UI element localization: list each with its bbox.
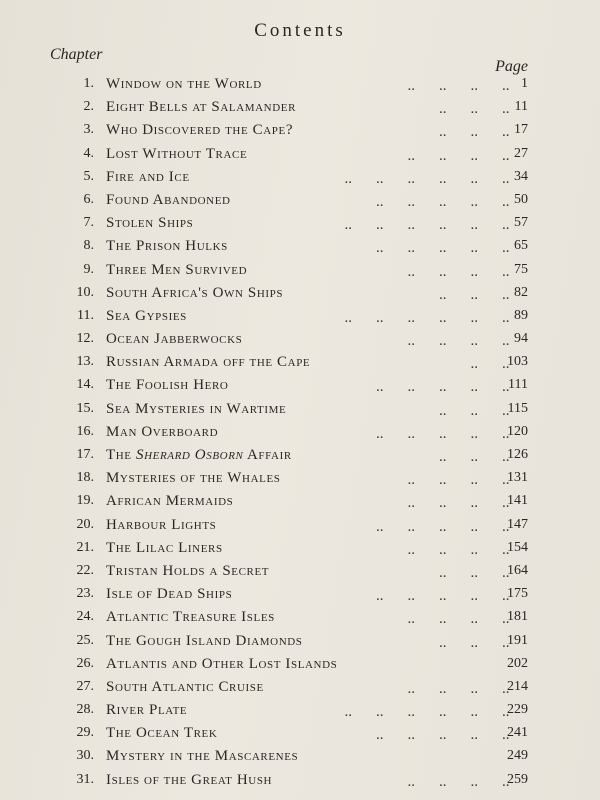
page-number: 57 [514, 215, 528, 231]
dot-leaders: .. .. .. .. [408, 683, 510, 696]
chapter-number: 9. [83, 261, 94, 277]
chapter-number: 12. [76, 331, 94, 347]
chapter-title: Russian Armada off the Cape [106, 354, 311, 371]
chapter-title [106, 447, 298, 464]
page-number: 141 [507, 493, 528, 509]
toc-entry [0, 447, 600, 470]
page-number: 82 [514, 284, 528, 300]
toc-entry [0, 725, 600, 748]
toc-entry [0, 99, 600, 122]
dot-leaders: .. .. .. .. [408, 266, 510, 279]
dot-leaders: .. .. .. [439, 289, 510, 302]
chapter-title: Three Men Survived [106, 261, 248, 278]
chapter-title: Sea Gypsies [106, 307, 187, 324]
chapter-number: 4. [83, 145, 94, 161]
page-number: 94 [514, 331, 528, 347]
dot-leaders: .. .. .. .. .. [376, 591, 510, 604]
toc-entry [0, 424, 600, 447]
toc-entry [0, 192, 600, 215]
chapter-number: 29. [76, 725, 94, 741]
page-number: 164 [507, 562, 528, 578]
page-number: 34 [514, 168, 528, 184]
page-number: 17 [514, 122, 528, 138]
toc-entry [0, 262, 600, 285]
dot-leaders: .. .. .. [439, 104, 510, 117]
toc-entry [0, 748, 600, 771]
dot-leaders: .. .. .. .. [408, 498, 510, 511]
page-number: 11 [514, 99, 528, 115]
page-number: 229 [507, 702, 528, 718]
toc-entry [0, 285, 600, 308]
toc-entry [0, 76, 600, 99]
chapter-number: 18. [76, 470, 94, 486]
page-number: 1 [521, 76, 528, 91]
chapter-title: Isle of Dead Ships [106, 586, 233, 603]
toc-entry [0, 633, 600, 656]
page-number: 115 [507, 400, 528, 416]
dot-leaders: .. .. .. .. .. .. [345, 312, 510, 325]
page-number: 120 [507, 423, 528, 439]
toc-entry [0, 238, 600, 261]
page-number: 111 [508, 377, 528, 393]
chapter-number: 21. [76, 539, 94, 555]
chapter-title: African Mermaids [106, 493, 234, 510]
chapter-number: 11. [77, 307, 94, 323]
dot-leaders: .. .. .. [439, 637, 510, 650]
chapter-title: Fire and Ice [106, 168, 190, 185]
chapter-title: Stolen Ships [106, 215, 194, 232]
toc-entry [0, 401, 600, 424]
chapter-number: 15. [76, 400, 94, 416]
chapter-number: 25. [76, 632, 94, 648]
chapter-title: South Africa's Own Ships [106, 284, 284, 301]
chapter-number: 2. [83, 99, 94, 115]
chapter-title: Harbour Lights [106, 516, 217, 533]
toc-entry [0, 169, 600, 192]
chapter-number: 3. [83, 122, 94, 138]
chapter-title: South Atlantic Cruise [106, 678, 264, 695]
toc-entry [0, 215, 600, 238]
page-number: 214 [507, 678, 528, 694]
dot-leaders: .. .. .. .. .. [376, 428, 510, 441]
dot-leaders: .. .. .. .. [408, 544, 510, 557]
toc-entry [0, 493, 600, 516]
chapter-number: 7. [83, 215, 94, 231]
contents-list [0, 76, 600, 795]
toc-entry [0, 122, 600, 145]
page-number: 175 [507, 586, 528, 602]
page-number: 191 [507, 632, 528, 648]
chapter-title: Isles of the Great Hush [106, 771, 273, 788]
chapter-title: Tristan Holds a Secret [106, 562, 270, 579]
chapter-title: River Plate [106, 702, 188, 719]
chapter-number: 14. [76, 377, 94, 393]
dot-leaders: .. .. .. .. .. [376, 382, 510, 395]
dot-leaders: .. .. .. .. [408, 81, 510, 93]
chapter-title: Eight Bells at Salamander [106, 99, 297, 116]
chapter-title: Mystery in the Mascarenes [106, 748, 299, 765]
chapter-number: 5. [83, 168, 94, 184]
dot-leaders: .. .. .. .. [408, 150, 510, 163]
toc-entry [0, 354, 600, 377]
page-number: 89 [514, 307, 528, 323]
page-number: 65 [514, 238, 528, 254]
chapter-number: 6. [83, 191, 94, 207]
toc-entry [0, 586, 600, 609]
chapter-number: 13. [76, 354, 94, 370]
page-number: 27 [514, 145, 528, 161]
dot-leaders: .. .. .. .. .. .. [345, 220, 510, 233]
chapter-number: 22. [76, 562, 94, 578]
chapter-title: Ocean Jabberwocks [106, 331, 243, 348]
chapter-number: 31. [76, 771, 94, 787]
page-column-label: Page [495, 58, 528, 75]
page-number: 249 [507, 748, 528, 764]
dot-leaders: .. .. .. .. [408, 475, 510, 488]
dot-leaders: .. .. [471, 359, 510, 372]
chapter-title: Sea Mysteries in Wartime [106, 400, 287, 417]
page-number: 154 [507, 539, 528, 555]
dot-leaders: .. .. .. .. .. [376, 730, 510, 743]
dot-leaders: .. .. .. .. .. [376, 196, 510, 209]
chapter-number: 26. [76, 655, 94, 671]
page-number: 181 [507, 609, 528, 625]
page-number: 259 [507, 771, 528, 787]
chapter-title: Window on the World [106, 76, 262, 92]
chapter-number: 30. [76, 748, 94, 764]
toc-entry [0, 308, 600, 331]
dot-leaders: .. .. .. .. [408, 336, 510, 349]
toc-entry [0, 540, 600, 563]
chapter-title: Found Abandoned [106, 191, 231, 208]
dot-leaders: .. .. .. .. .. .. [345, 173, 510, 186]
toc-entry [0, 656, 600, 679]
page-title: Contents [254, 20, 346, 41]
dot-leaders: .. .. .. [439, 127, 510, 140]
toc-entry [0, 146, 600, 169]
toc-entry [0, 772, 600, 795]
page-number: 131 [507, 470, 528, 486]
page-number: 241 [507, 725, 528, 741]
chapter-title: The Foolish Hero [106, 377, 229, 394]
dot-leaders: .. .. .. [439, 452, 510, 464]
chapter-number: 28. [76, 702, 94, 718]
toc-entry [0, 377, 600, 400]
dot-leaders: .. .. .. .. .. [376, 243, 510, 256]
toc-entry [0, 331, 600, 354]
ship-name: Sherard Osborn [135, 447, 244, 463]
chapter-title: The Ocean Trek [106, 725, 218, 742]
chapter-title: The Gough Island Diamonds [106, 632, 303, 649]
chapter-title: The Lilac Liners [106, 539, 223, 556]
title-prefix: The [106, 447, 136, 463]
dot-leaders: .. .. .. .. [408, 776, 510, 789]
dot-leaders: .. .. .. [439, 567, 510, 580]
chapter-number: 10. [76, 284, 94, 300]
toc-entry [0, 609, 600, 632]
toc-entry [0, 517, 600, 540]
page-number: 126 [507, 447, 528, 462]
dot-leaders: .. .. .. .. [408, 614, 510, 627]
chapter-title: Lost Without Trace [106, 145, 248, 162]
page-number: 147 [507, 516, 528, 532]
page-number: 50 [514, 191, 528, 207]
toc-entry [0, 702, 600, 725]
dot-leaders: .. .. .. .. .. [376, 521, 510, 534]
toc-entry [0, 470, 600, 493]
chapter-number: 24. [76, 609, 94, 625]
page-number: 202 [507, 655, 528, 671]
chapter-number: 16. [76, 423, 94, 439]
chapter-number: 19. [76, 493, 94, 509]
chapter-number: 1. [83, 76, 94, 91]
chapter-number: 17. [76, 447, 94, 462]
chapter-number: 20. [76, 516, 94, 532]
chapter-title: Man Overboard [106, 423, 219, 440]
chapter-title: Who Discovered the Cape? [106, 122, 294, 139]
toc-entry [0, 563, 600, 586]
chapter-number: 8. [83, 238, 94, 254]
chapter-number: 27. [76, 678, 94, 694]
toc-entry [0, 679, 600, 702]
chapter-number: 23. [76, 586, 94, 602]
chapter-title: Atlantic Treasure Isles [106, 609, 275, 626]
dot-leaders: .. .. .. [439, 405, 510, 418]
chapter-title: Atlantis and Other Lost Islands [106, 655, 338, 672]
dot-leaders: .. .. .. .. .. .. [345, 707, 510, 720]
page-number: 75 [514, 261, 528, 277]
page-number: 103 [507, 354, 528, 370]
chapter-title: Mysteries of the Whales [106, 470, 281, 487]
chapter-column-label: Chapter [50, 46, 103, 63]
chapter-title: The Prison Hulks [106, 238, 228, 255]
title-suffix: Affair [243, 447, 292, 463]
